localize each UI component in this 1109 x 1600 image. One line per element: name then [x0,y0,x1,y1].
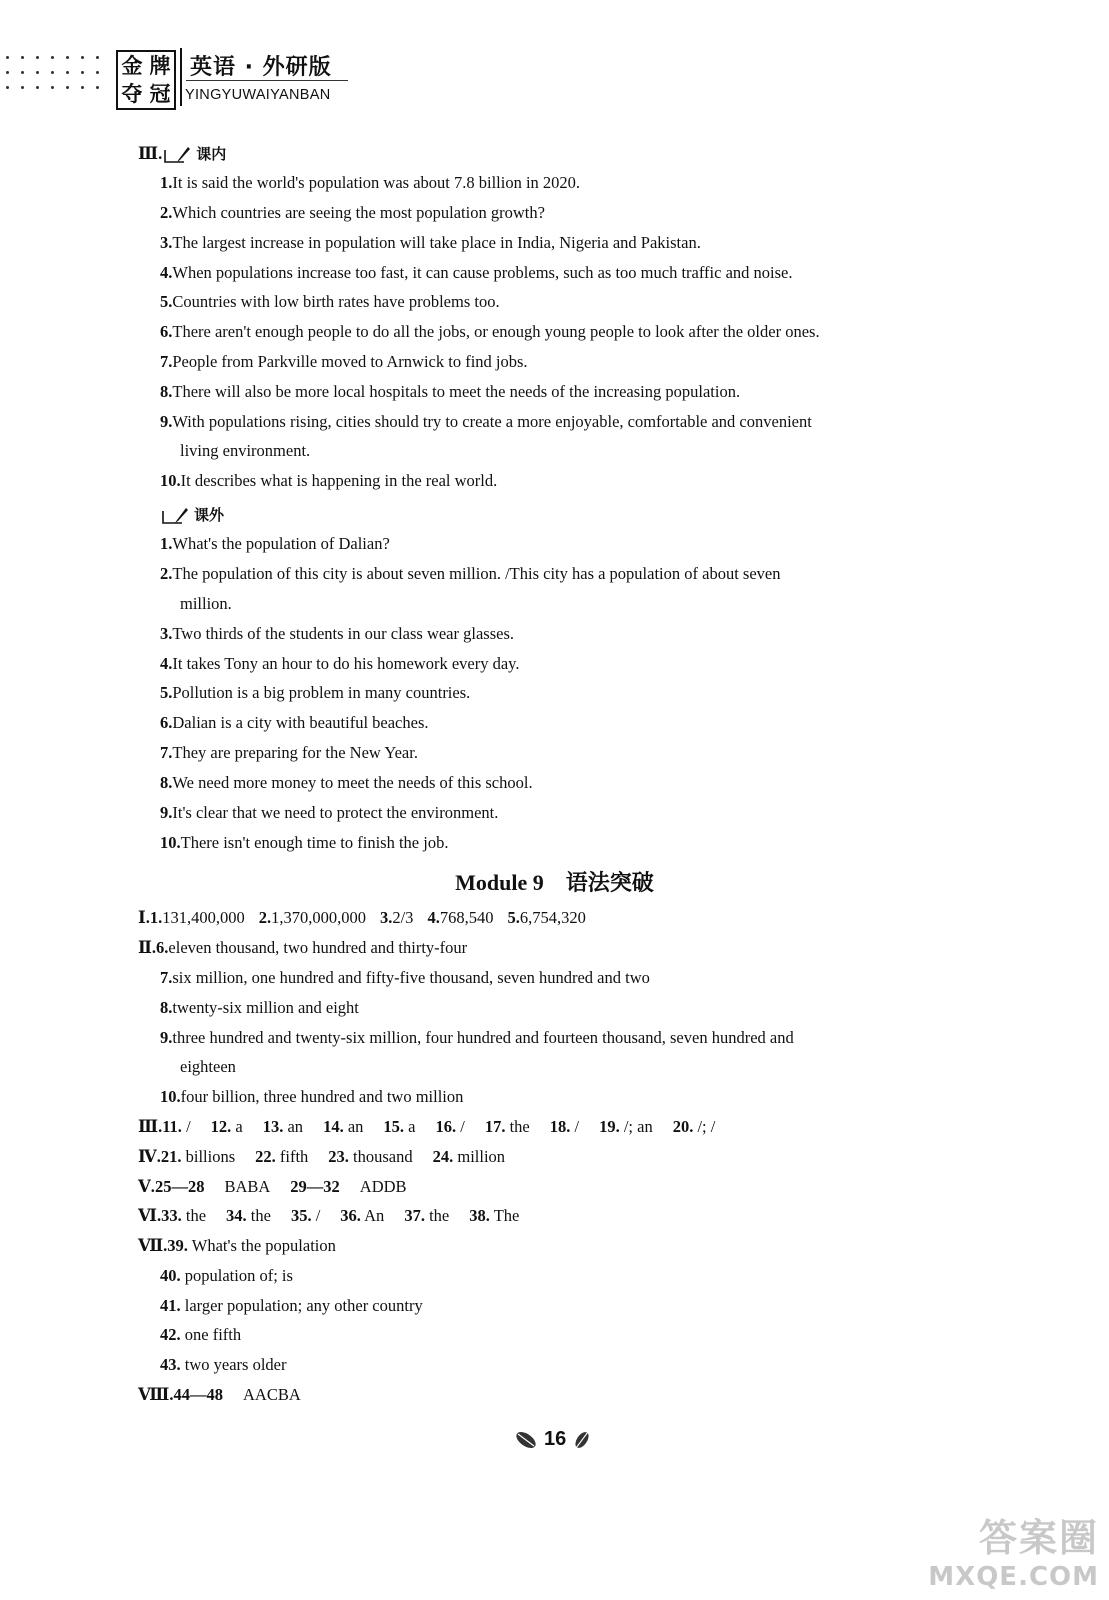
subject-underline [186,80,348,81]
list-item: 7.six million, one hundred and fifty-five thousand, seven hundred and two [160,968,650,987]
watermark: 答案圈 MXQE.COM [928,1516,1099,1592]
list-item: 9.three hundred and twenty-six million, four hundred and fourteen thousand, seven hundred and [160,1028,794,1047]
list-item-continuation: living environment. [180,441,311,460]
list-item: 2.Which countries are seeing the most population growth? [160,203,545,222]
answer-row-part1: Ⅰ.1.131,400,000 2.1,370,000,000 3.2/3 4.768,540 5.6,754,320 [138,908,586,927]
page-number: 16 [514,1428,592,1451]
answer-row-part7: Ⅶ.39. What's the population [138,1236,336,1255]
list-item: 2.The population of this city is about seven million. /This city has a population of about seven [160,564,781,583]
answer-row-part2: Ⅱ.6.eleven thousand, two hundred and thirty-four [138,938,468,957]
list-item: 8.We need more money to meet the needs of this school. [160,773,533,792]
list-item: 42. one fifth [160,1325,242,1344]
list-item: 10.four billion, three hundred and two million [160,1087,464,1106]
header-dot-pattern [6,56,99,101]
list-item: 4.When populations increase too fast, it can cause problems, such as too much traffic and noise. [160,263,793,282]
header-divider [180,48,182,106]
list-item: 40. population of; is [160,1266,293,1285]
list-item: 9.It's clear that we need to protect the environment. [160,803,499,822]
list-item: 1.What's the population of Dalian? [160,534,390,553]
list-item: 3.The largest increase in population will take place in India, Nigeria and Pakistan. [160,233,701,252]
answer-row-part5: Ⅴ.25—28 BABA 29—32 ADDB [138,1177,407,1196]
leaf-left-icon [514,1429,538,1451]
pen-notebook-icon [164,146,192,164]
list-item: 6.There aren't enough people to do all the jobs, or enough young people to look after the older ones. [160,322,820,341]
answer-row-part6: Ⅵ.33. the 34. the 35. / 36. An 37. the 38. The [138,1206,520,1225]
list-item: 7.People from Parkville moved to Arnwick to find jobs. [160,352,528,371]
list-item: 5.Pollution is a big problem in many countries. [160,683,471,702]
section-label-in-class: Ⅲ. 课内 [138,144,227,163]
subject-pinyin: YINGYUWAIYANBAN [185,87,331,103]
answer-row-part8: Ⅷ.44—48 AACBA [138,1385,301,1404]
section-label-out-class: 课外 [160,504,224,525]
list-item: 1.It is said the world's population was about 7.8 billion in 2020. [160,173,581,192]
answer-row-part4: Ⅳ.21. billions 22. fifth 23. thousand 24. million [138,1147,506,1166]
list-item: 5.Countries with low birth rates have problems too. [160,292,500,311]
subject-title: 英语 · 外研版 [190,55,332,80]
list-item: 4.It takes Tony an hour to do his homework every day. [160,654,520,673]
list-item: 3.Two thirds of the students in our class wear glasses. [160,624,514,643]
list-item: 8.There will also be more local hospitals to meet the needs of the increasing population. [160,382,741,401]
list-item: 10.There isn't enough time to finish the job. [160,833,449,852]
list-item: 7.They are preparing for the New Year. [160,743,418,762]
list-item: 10.It describes what is happening in the real world. [160,471,498,490]
list-item: 41. larger population; any other country [160,1296,423,1315]
pen-notebook-icon [162,507,190,525]
list-item: 9.With populations rising, cities should try to create a more enjoyable, comfortable and convenient [160,412,812,431]
answer-row-part3: Ⅲ.11. / 12. a 13. an 14. an 15. a 16. / 17. the 18. / 19. /; an 20. /; / [138,1117,716,1136]
list-item-continuation: eighteen [180,1057,236,1076]
list-item: 6.Dalian is a city with beautiful beaches. [160,713,429,732]
leaf-right-icon [572,1429,592,1451]
brand-logo: 金 牌 夺 冠 [116,50,176,110]
list-item-continuation: million. [180,594,232,613]
list-item: 43. two years older [160,1355,287,1374]
list-item: 8.twenty-six million and eight [160,998,359,1017]
module-title: Module 9 语法突破 [455,870,654,896]
